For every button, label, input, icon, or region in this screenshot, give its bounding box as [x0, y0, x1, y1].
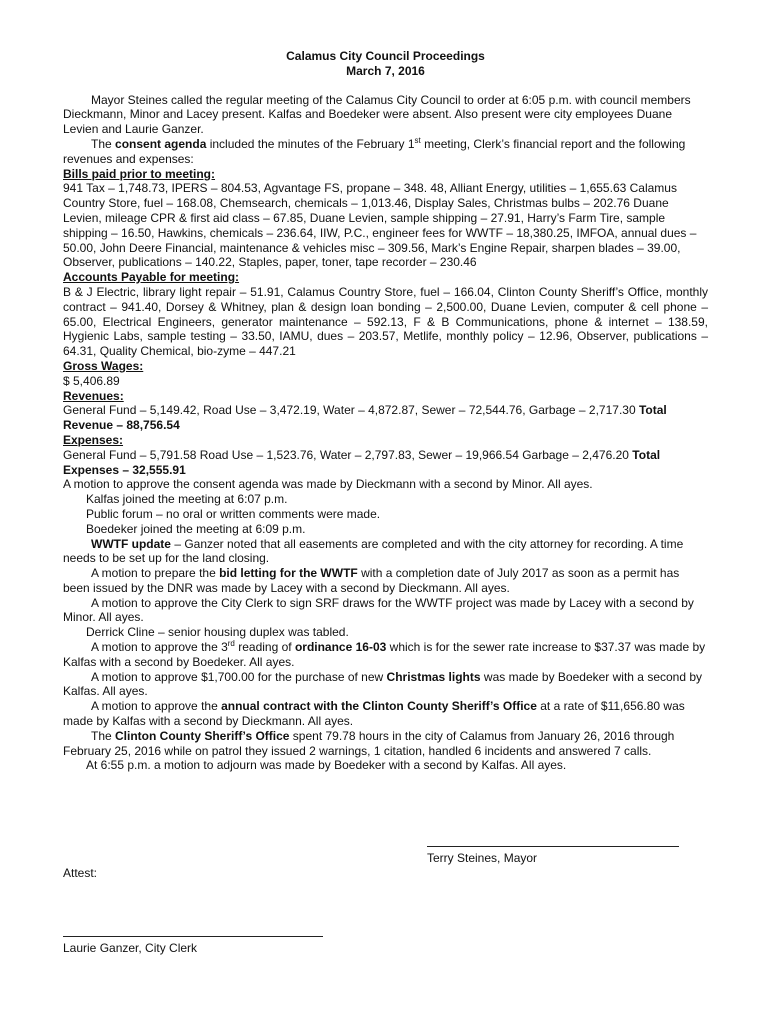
clerk-signature-block — [63, 936, 323, 955]
sheriff-contract-motion: A motion to approve the annual contract with the Clinton County Sheriff’s Office at a rate of $11,656.80 was made by Kalfas with a second by Dieckmann. All ayes. — [63, 699, 685, 729]
ordinance-motion: A motion to approve the 3rd reading of ordinance 16-03 which is for the sewer rate increase to $37.37 was made by Kalfas with a second by Boedeker. All ayes. — [63, 639, 706, 669]
boedeker-joined: Boedeker joined the meeting at 6:09 p.m. — [86, 521, 306, 536]
revenues-total: Total Revenue – 88,756.54 — [63, 403, 667, 433]
consent-paragraph: The consent agenda included the minutes of the February 1st meeting, Clerk’s financial report and the following revenues and expenses: — [63, 135, 686, 166]
document-title: Calamus City Council Proceedings — [286, 49, 485, 63]
attest-label: Attest: — [63, 866, 98, 880]
srf-motion: A motion to approve the City Clerk to sign SRF draws for the WWTF project was made by Lacey with a second by Minor. All ayes. — [63, 595, 694, 625]
christmas-lights-motion: A motion to approve $1,700.00 for the purchase of new Christmas lights was made by Boedeker with a second by Kalfas. All ayes. — [63, 669, 703, 699]
consent-motion: A motion to approve the consent agenda was made by Dieckmann with a second by Minor. All ayes. — [63, 477, 593, 492]
adjourn-motion: At 6:55 p.m. a motion to adjourn was made by Boedeker with a second by Kalfas. All ayes. — [86, 758, 567, 773]
wwtf-update: WWTF update – Ganzer noted that all easements are completed and with the city attorney for recording. A time needs to be set up for the land closing. — [63, 536, 684, 566]
consent-agenda-term: consent agenda — [115, 136, 207, 151]
document-date: March 7, 2016 — [346, 63, 425, 78]
bid-letting-motion: A motion to prepare the bid letting for the WWTF with a completion date of July 2017 as soon as a permit has been issued by the DNR was made by Lacey with a second by Dieckmann. All ayes. — [63, 566, 680, 595]
clerk-signature-line — [63, 936, 323, 937]
revenues-text: General Fund – 5,149.42, Road Use – 3,472.19, Water – 4,872.87, Sewer – 72,544.76, Garbage – 2,717.30 Total Revenue – 88,756.54 — [63, 403, 667, 433]
mayor-signature-line — [427, 846, 679, 847]
expenses-total: Total Expenses – 32,555.91 — [63, 447, 661, 477]
intro-paragraph: Mayor Steines called the regular meeting of the Calamus City Council to order at 6:05 p.m. with council members Dieckmann, Minor and Lacey present. Kalfas and Boedeker were absent. Also present were city employees Duane Levien and Laurie Ganzer. — [63, 92, 691, 137]
mayor-name: Terry Steines, Mayor — [427, 851, 538, 865]
cline-item: Derrick Cline – senior housing duplex was tabled. — [86, 625, 349, 640]
mayor-signature-block — [427, 846, 679, 865]
public-forum: Public forum – no oral or written comments were made. — [86, 506, 381, 521]
payables-list: B & J Electric, library light repair – 51.91, Calamus Country Store, fuel – 166.04, Clinton County Sheriff’s Office, monthly contract – 941.40, Dorsey & Whitney, plan & design loan bonding – 2,500.00, Duane Levien, computer & cell phone – 65.00, Electrical Engineers, generator maintenance – 592.13, F & B Communications, phone & internet – 138.59, Hygienic Labs, sample testing – 33.50, IAMU, dues – 203.57, Metlife, monthly policy – 12.96, Observer, publications – 64.31, Quality Chemical, bio-zyme – 447.21 — [63, 284, 708, 359]
clerk-name: Laurie Ganzer, City Clerk — [63, 941, 198, 955]
document-body — [63, 49, 708, 773]
bills-list: 941 Tax – 1,748.73, IPERS – 804.53, Agvantage FS, propane – 348. 48, Alliant Energy, utilities – 1,655.63 Calamus Country Store, fuel – 168.08, Chemsearch, chemicals – 1,013.46, Display Sales, Christmas bulbs – 202.76 Duane Levien, mileage CPR & first aid class – 67.85, Duane Levien, sample shipping – 27.91, Harry’s Farm Tire, sample shipping – 16.50, Hawkins, chemicals – 236.64, IIW, P.C., engineer fees for WWTF – 18,380.25, IMFOA, annual dues – 50.00, John Deere Financial, maintenance & vehicles misc – 309.56, Mark’s Engine Repair, sharpen blades – 39.00, Observer, publications – 140.22, Staples, paper, toner, tape recorder – 230.46 — [63, 181, 697, 270]
bills-heading: Bills paid prior to meeting: — [63, 166, 216, 181]
expenses-heading: Expenses: — [63, 432, 124, 447]
expenses-text: General Fund – 5,791.58 Road Use – 1,523.76, Water – 2,797.83, Sewer – 19,966.54 Garbage – 2,476.20 Total Expenses – 32,555.91 — [63, 447, 661, 477]
revenues-heading: Revenues: — [63, 388, 124, 403]
wages-heading: Gross Wages: — [63, 358, 144, 373]
sheriff-report: The Clinton County Sheriff’s Office spent 79.78 hours in the city of Calamus from January 26, 2016 through February 25, 2016 while on patrol they issued 2 warnings, 1 citation, handled 6 incidents and answered 7 calls. — [63, 728, 675, 758]
kalfas-joined: Kalfas joined the meeting at 6:07 p.m. — [86, 492, 288, 507]
payables-heading: Accounts Payable for meeting: — [63, 270, 240, 285]
spacer — [63, 79, 708, 93]
wages-value: $ 5,406.89 — [63, 373, 120, 388]
